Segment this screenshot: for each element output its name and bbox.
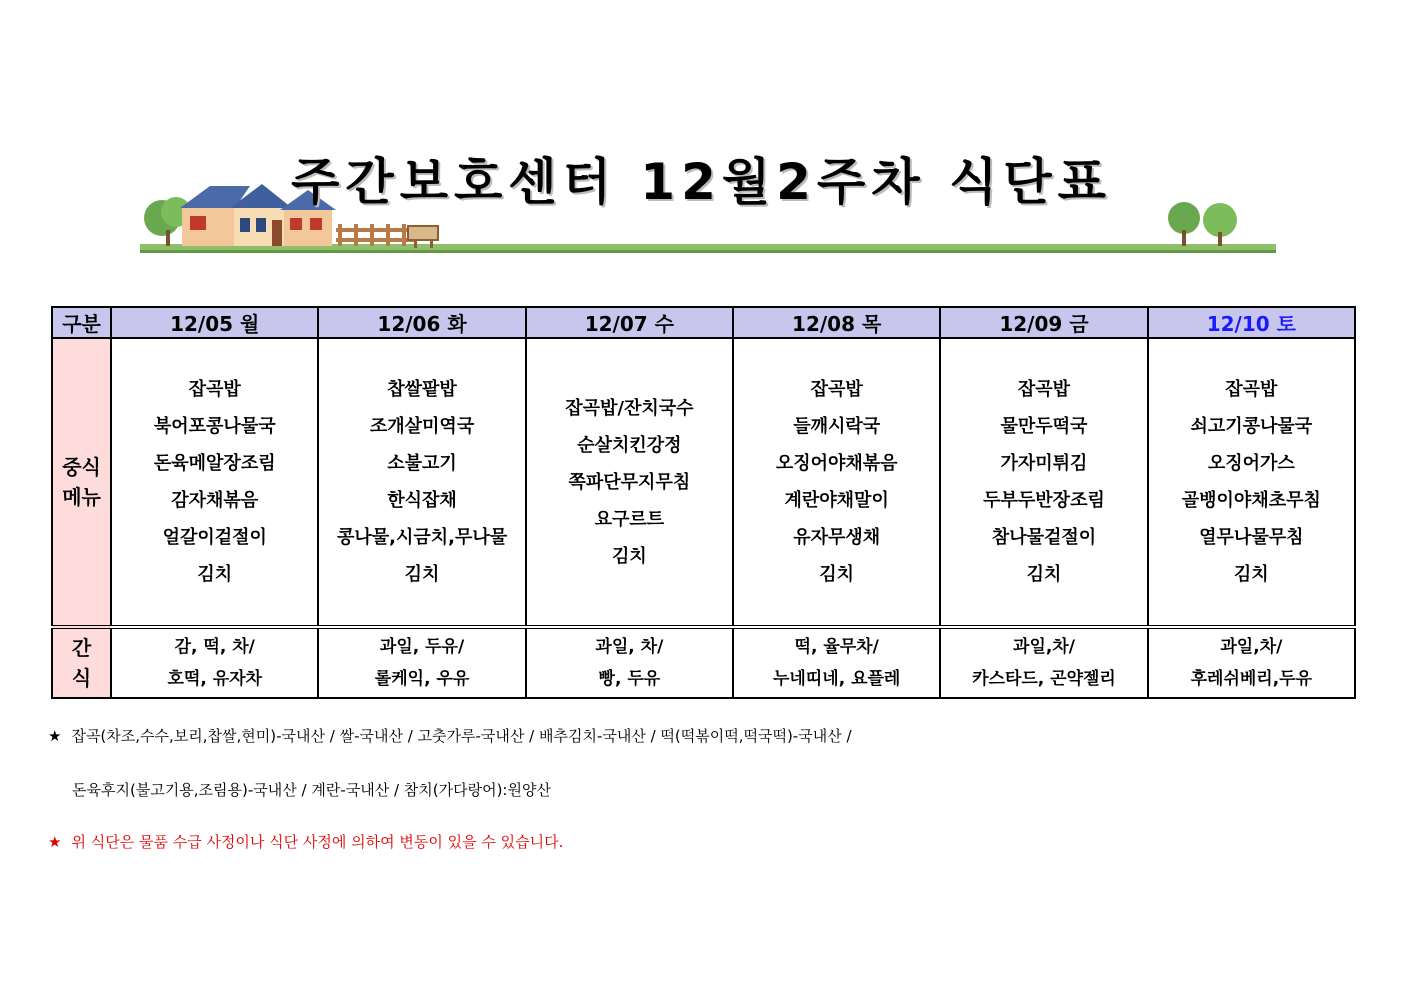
snack-cell-sat: 과일,차/ 후레쉬베리,두유 xyxy=(1148,627,1355,698)
snack-cell-fri: 과일,차/ 카스타드, 곤약젤리 xyxy=(940,627,1147,698)
snack-row xyxy=(52,627,1355,698)
lunch-cell-tue xyxy=(318,338,525,627)
menu-item: 찹쌀팥밥 xyxy=(387,379,457,400)
menu-item: 계란야채말이 xyxy=(784,490,889,511)
origin-note-2: 돈육후지(불고기용,조림용)-국내산 / 계란-국내산 / 참치(가다랑어):원양산 xyxy=(72,781,551,799)
lunch-cell-sat xyxy=(1148,338,1355,627)
menu-item: 돈육메알장조림 xyxy=(153,453,276,474)
star-icon: ★ xyxy=(48,833,62,851)
snack-cell-mon: 감, 떡, 차/ 호떡, 유자차 xyxy=(111,627,318,698)
lunch-cell-fri xyxy=(940,338,1147,627)
corner-label: 구분 xyxy=(52,307,111,338)
day-header-sat: 12/10 토 xyxy=(1148,307,1355,338)
menu-item: 잡곡밥 xyxy=(188,379,241,400)
day-header-mon: 12/05 월 xyxy=(111,307,318,338)
menu-item: 가자미튀김 xyxy=(1000,453,1088,474)
menu-item: 들깨시락국 xyxy=(793,416,881,437)
snack-cell-thu: 떡, 율무차/ 누네띠네, 요플레 xyxy=(733,627,940,698)
star-icon: ★ xyxy=(48,727,62,745)
day-header-fri: 12/09 금 xyxy=(940,307,1147,338)
menu-item: 참나물겉절이 xyxy=(991,527,1097,548)
page-title: 주간보호센터 12월2주차 식단표 xyxy=(291,153,1112,211)
day-header-tue: 12/06 화 xyxy=(318,307,525,338)
menu-item: 쇠고기콩나물국 xyxy=(1190,416,1313,437)
menu-item: 김치 xyxy=(1233,564,1269,585)
menu-item: 북어포콩나물국 xyxy=(153,416,276,437)
menu-item: 감자채볶음 xyxy=(171,490,259,511)
header-row xyxy=(52,307,1355,338)
menu-item: 김치 xyxy=(611,545,647,567)
menu-item: 잡곡밥 xyxy=(1225,379,1278,400)
snack-cell-wed: 과일, 차/ 빵, 두유 xyxy=(526,627,733,698)
day-header-thu: 12/08 목 xyxy=(733,307,940,338)
menu-item: 한식잡채 xyxy=(387,490,457,511)
menu-item: 순살치킨강정 xyxy=(577,434,682,456)
menu-item: 물만두떡국 xyxy=(1000,416,1088,437)
lunch-cell-mon xyxy=(111,338,318,627)
menu-item: 김치 xyxy=(197,564,233,585)
menu-item: 골뱅이야채초무침 xyxy=(1181,490,1321,511)
menu-item: 유자무생채 xyxy=(793,527,881,548)
menu-item: 김치 xyxy=(1026,564,1062,585)
menu-item: 잡곡밥 xyxy=(1017,379,1071,400)
snack-row-label: 간 식 xyxy=(52,627,111,698)
origin-note-1: ★ 잡곡(차조,수수,보리,찹쌀,현미)-국내산 / 쌀-국내산 / 고춧가루-국내산 / 배추김치-국내산 / 떡(떡볶이떡,떡국떡)-국내산 / xyxy=(48,727,852,745)
lunch-row xyxy=(52,338,1355,627)
menu-table xyxy=(51,306,1356,699)
menu-item: 얼갈이겉절이 xyxy=(162,527,267,548)
menu-item: 두부두반장조림 xyxy=(983,490,1105,511)
menu-item: 잡곡밥/잔치국수 xyxy=(565,397,694,419)
day-header-wed: 12/07 수 xyxy=(526,307,733,338)
menu-item: 소불고기 xyxy=(387,453,457,474)
snack-cell-tue: 과일, 두유/ 롤케익, 우유 xyxy=(318,627,525,698)
menu-item: 콩나물,시금치,무나물 xyxy=(336,527,508,548)
menu-item: 쪽파단무지무침 xyxy=(568,471,691,493)
menu-item: 열무나물무침 xyxy=(1199,527,1304,548)
menu-item: 요구르트 xyxy=(594,508,665,530)
menu-item: 김치 xyxy=(404,564,440,585)
lunch-cell-wed xyxy=(526,338,733,627)
menu-item: 잡곡밥 xyxy=(810,379,863,400)
menu-item: 김치 xyxy=(819,564,855,585)
menu-item: 오징어야채볶음 xyxy=(775,453,898,474)
menu-item: 오징어가스 xyxy=(1207,453,1295,474)
change-notice: ★ 위 식단은 물품 수급 사정이나 식단 사정에 의하여 변동이 있을 수 있습니다. xyxy=(48,833,564,851)
lunch-cell-thu xyxy=(733,338,940,627)
lunch-row-label: 중식 메뉴 xyxy=(52,338,111,627)
menu-item: 조개살미역국 xyxy=(369,416,475,437)
